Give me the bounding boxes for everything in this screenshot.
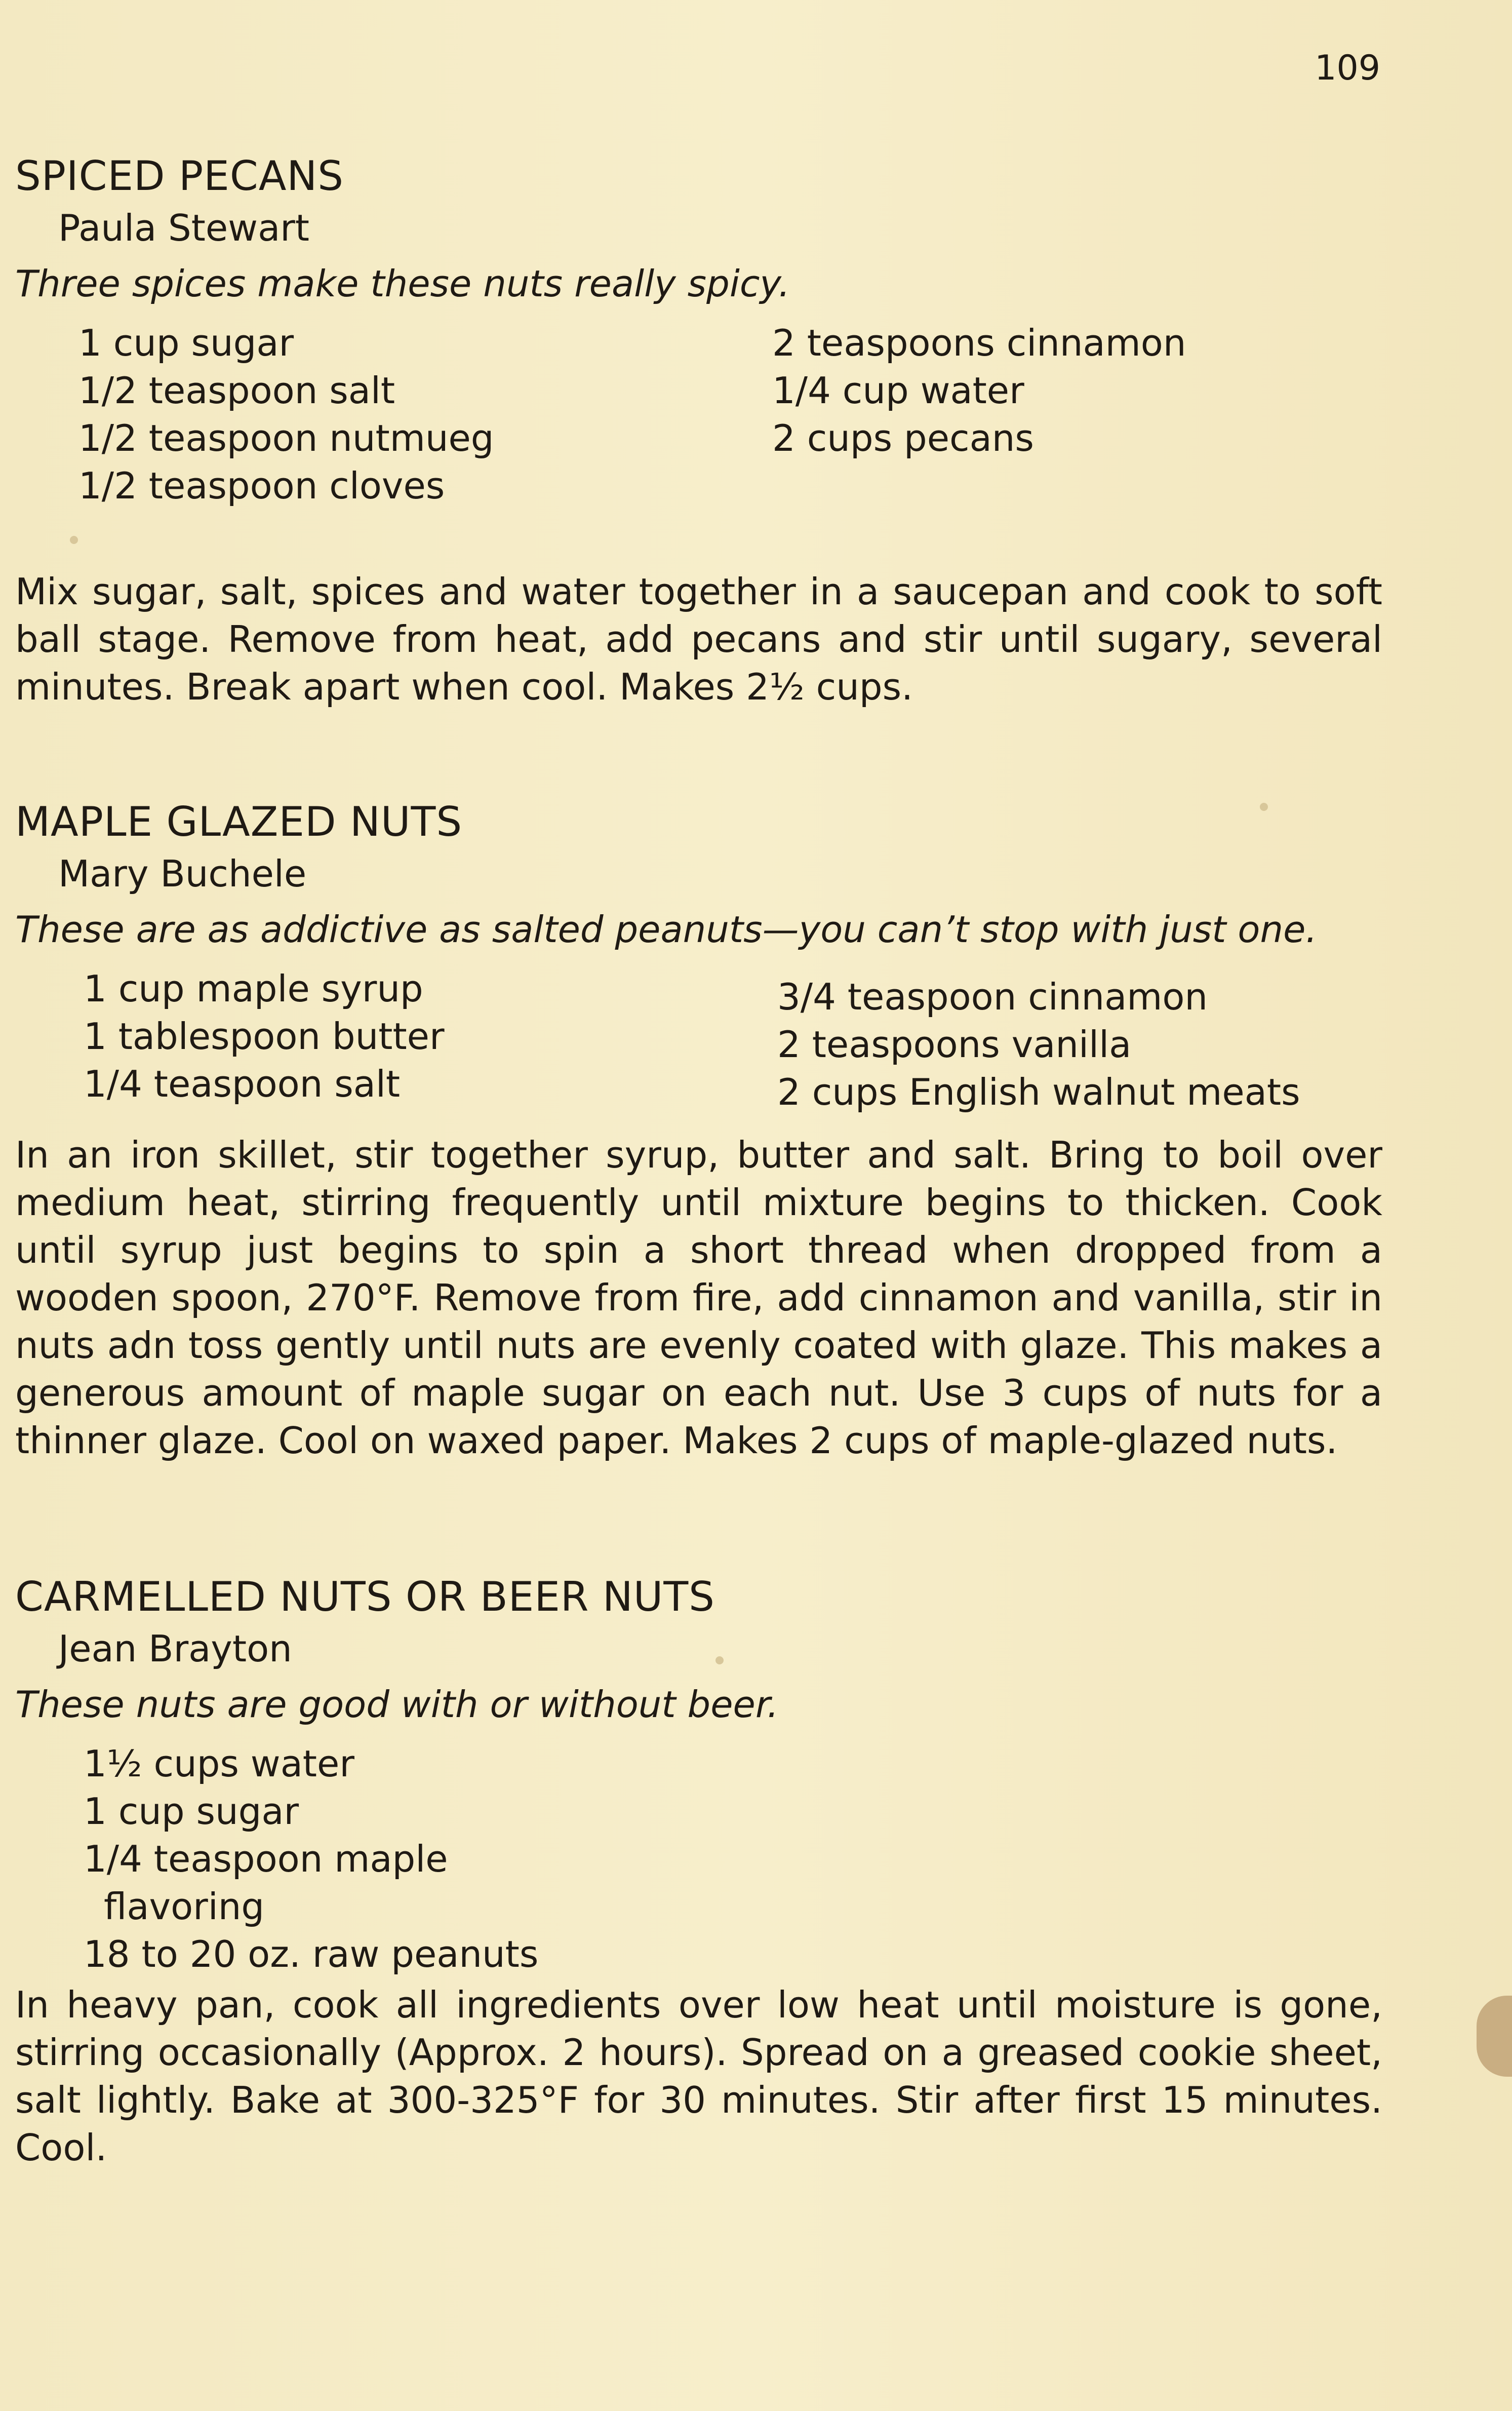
page-number: 109 [1315, 48, 1380, 88]
ingredient-list [15, 965, 1382, 1116]
recipe-method: In heavy pan, cook all ingredients over low heat until moisture is gone, stirring occasionally (Approx. 2 hours). Spread on a greased cookie sheet, salt lightly. Bake at 300-325°F for 30 minutes. Stir after first 15 minutes. Cool. [15, 1984, 1382, 2169]
ingredient: 2 teaspoons vanilla [777, 1023, 1132, 1066]
ingredient: flavoring [104, 1885, 265, 1928]
ingredient-list [15, 319, 1382, 510]
ingredient-column-left [15, 965, 777, 1116]
recipe-spiced-pecans [15, 152, 1382, 711]
recipe-title: SPICED PECANS [15, 152, 344, 200]
ingredient: 1 tablespoon butter [84, 1015, 445, 1058]
ingredient-column-left [15, 1740, 538, 1978]
paper-stain [1477, 1996, 1512, 2077]
recipe-intro: These nuts are good with or without beer. [15, 1683, 779, 1726]
ingredient: 1/4 cup water [772, 369, 1024, 412]
recipe-intro: Three spices make these nuts really spicy. [15, 262, 790, 305]
ingredient-column-right [777, 965, 1300, 1116]
recipe-method: Mix sugar, salt, spices and water together in a saucepan and cook to soft ball stage. Remove from heat, add pecans and stir until sugary, several minutes. Break apart when cool. Makes 2½ cups. [15, 570, 1382, 709]
recipe-author: Jean Brayton [58, 1627, 292, 1670]
ingredient: 1 cup sugar [78, 322, 294, 365]
recipe-title: CARMELLED NUTS OR BEER NUTS [15, 1573, 715, 1620]
ingredient: 1½ cups water [84, 1742, 354, 1785]
ingredient-column-left [15, 319, 772, 510]
paper-speck [70, 536, 78, 544]
ingredient-list [15, 1740, 1382, 1978]
ingredient: 1 cup maple syrup [84, 967, 423, 1010]
ingredient: 1/2 teaspoon nutmueg [78, 417, 494, 460]
recipe-carmelled-nuts [15, 1573, 1382, 2171]
paper-speck [1260, 803, 1268, 811]
ingredient: 1/2 teaspoon cloves [78, 464, 445, 508]
ingredient: 2 cups English walnut meats [777, 1071, 1300, 1114]
recipe-intro: These are as addictive as salted peanuts—you can’t stop with just one. [15, 908, 1318, 951]
ingredient: 1/4 teaspoon salt [84, 1063, 401, 1106]
ingredient: 2 teaspoons cinnamon [772, 322, 1186, 365]
ingredient: 1 cup sugar [84, 1790, 299, 1833]
ingredient: 1/4 teaspoon maple [84, 1838, 448, 1881]
ingredient: 1/2 teaspoon salt [78, 369, 395, 412]
recipe-author: Paula Stewart [58, 207, 310, 249]
recipe-title: MAPLE GLAZED NUTS [15, 798, 463, 845]
ingredient-column-right [772, 319, 1186, 510]
ingredient: 3/4 teaspoon cinnamon [777, 976, 1208, 1019]
ingredient: 2 cups pecans [772, 417, 1034, 460]
ingredient: 18 to 20 oz. raw peanuts [84, 1933, 539, 1976]
recipe-maple-glazed-nuts [15, 798, 1382, 1464]
recipe-method: In an iron skillet, stir together syrup, butter and salt. Bring to boil over medium heat, stirring frequently until mixture begins to thicken. Cook until syrup just begins to spin a short thread when dropped from a wooden spoon, 270°F. Remove from fire, add cinnamon and vanilla, stir in nuts adn toss gently until nuts are evenly coated with glaze. This makes a generous amount of maple sugar on each nut. Use 3 cups of nuts for a thinner glaze. Cool on waxed paper. Makes 2 cups of maple-glazed nuts. [15, 1134, 1382, 1462]
recipe-author: Mary Buchele [58, 852, 307, 895]
paper-speck [715, 1656, 724, 1664]
